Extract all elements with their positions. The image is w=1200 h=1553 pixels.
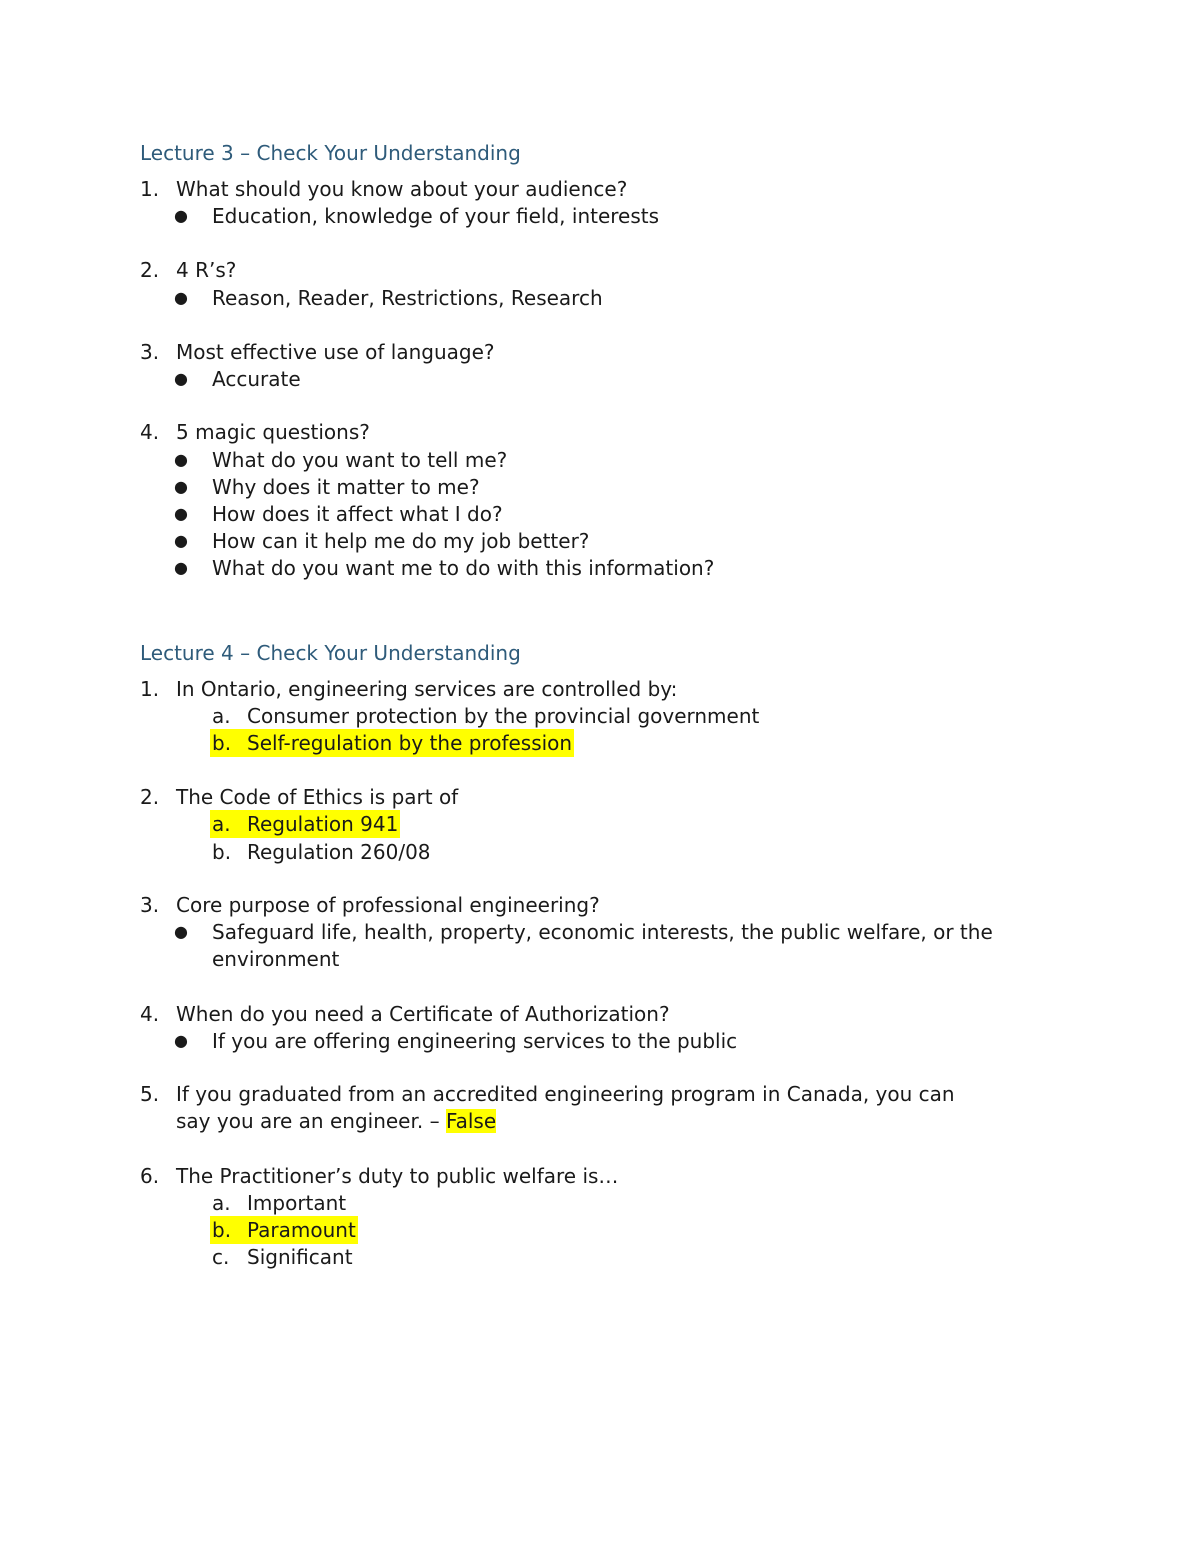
answer-text: environment (212, 947, 340, 971)
option-text: Consumer protection by the provincial government (247, 704, 760, 728)
option-letter: a. (212, 812, 231, 836)
highlight-mark (210, 810, 400, 838)
question-number: 2. (140, 258, 160, 282)
answer-text: How can it help me do my job better? (212, 529, 590, 553)
answer-text: Accurate (212, 367, 301, 391)
option-letter: b. (212, 1218, 232, 1242)
highlight-mark (210, 1216, 358, 1244)
answer-text: Safeguard life, health, property, economic interests, the public welfare, or the (212, 920, 993, 944)
answer-text: How does it affect what I do? (212, 502, 503, 526)
option-letter: a. (212, 1191, 231, 1215)
option-text: Regulation 941 (247, 812, 399, 836)
option-letter: b. (212, 840, 232, 864)
bullet-icon: ● (174, 450, 188, 469)
answer-text: What do you want to tell me? (212, 448, 508, 472)
answer-text: What do you want me to do with this information? (212, 556, 715, 580)
question-text: The Practitioner’s duty to public welfare is… (176, 1164, 619, 1188)
question-number: 1. (140, 677, 160, 701)
question-text: In Ontario, engineering services are controlled by: (176, 677, 678, 701)
question-number: 2. (140, 785, 160, 809)
highlight-mark (210, 729, 574, 757)
option-text: Self-regulation by the profession (247, 731, 573, 755)
answer-text: Reason, Reader, Restrictions, Research (212, 286, 603, 310)
question-number: 1. (140, 177, 160, 201)
answer-text: If you are offering engineering services to the public (212, 1029, 738, 1053)
bullet-icon: ● (174, 369, 188, 388)
bullet-icon: ● (174, 206, 188, 225)
question-text-cont (176, 1107, 496, 1135)
bullet-icon: ● (174, 477, 188, 496)
question-text: 5 magic questions? (176, 420, 370, 444)
option-text: Paramount (247, 1218, 356, 1242)
answer-text: Why does it matter to me? (212, 475, 480, 499)
question-text: say you are an engineer. – (176, 1109, 446, 1133)
question-text: When do you need a Certificate of Authorization? (176, 1002, 670, 1026)
question-text: Most effective use of language? (176, 340, 495, 364)
question-number: 3. (140, 340, 160, 364)
question-text: If you graduated from an accredited engineering program in Canada, you can (176, 1082, 955, 1106)
option-text: Regulation 260/08 (247, 840, 431, 864)
option-text: Significant (247, 1245, 353, 1269)
option-letter: c. (212, 1245, 230, 1269)
option-letter: a. (212, 704, 231, 728)
question-text: 4 R’s? (176, 258, 237, 282)
question-number: 5. (140, 1082, 160, 1106)
question-number: 4. (140, 1002, 160, 1026)
question-text: The Code of Ethics is part of (176, 785, 459, 809)
bullet-icon: ● (174, 504, 188, 523)
question-text: What should you know about your audience? (176, 177, 628, 201)
question-number: 4. (140, 420, 160, 444)
question-text: Core purpose of professional engineering? (176, 893, 600, 917)
option-letter: b. (212, 731, 232, 755)
bullet-icon: ● (174, 288, 188, 307)
bullet-icon: ● (174, 1031, 188, 1050)
answer-highlighted: False (445, 1109, 497, 1133)
bullet-icon: ● (174, 922, 188, 941)
lecture4-title: Lecture 4 – Check Your Understanding (140, 641, 521, 665)
bullet-icon: ● (174, 531, 188, 550)
bullet-icon: ● (174, 558, 188, 577)
option-text: Important (247, 1191, 347, 1215)
lecture3-title: Lecture 3 – Check Your Understanding (140, 141, 521, 165)
answer-text: Education, knowledge of your field, interests (212, 204, 660, 228)
question-number: 3. (140, 893, 160, 917)
question-number: 6. (140, 1164, 160, 1188)
